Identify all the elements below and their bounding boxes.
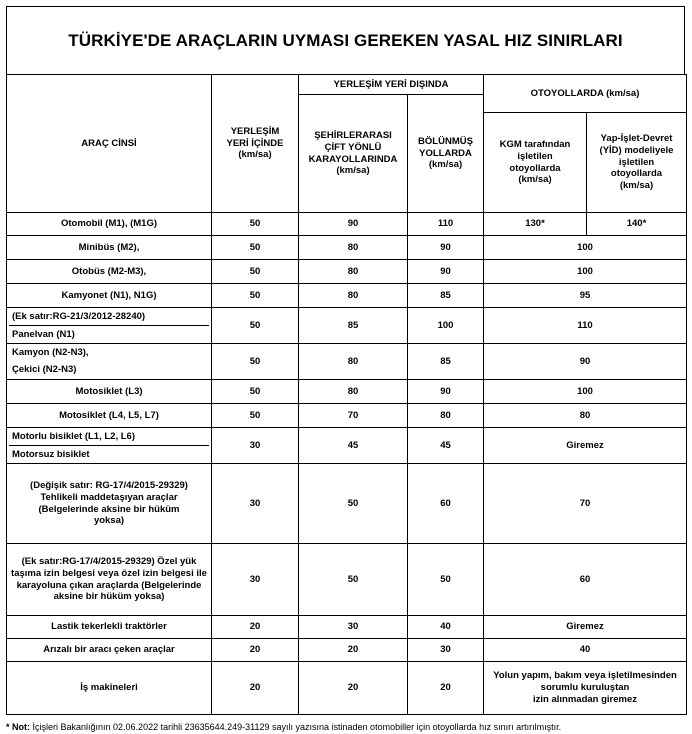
in-city-cell: 50: [212, 213, 299, 236]
in-city-cell: 20: [212, 639, 299, 662]
motorway-cell: 90: [484, 344, 687, 380]
header-divided-roads: BÖLÜNMÜŞ YOLLARDA (km/sa): [408, 95, 484, 213]
intercity-cell: 70: [299, 404, 408, 428]
table-row: [7, 464, 687, 544]
table-row: [7, 639, 687, 662]
footnote-text: İçişleri Bakanlığının 02.06.2022 tarihli 23635644.249-31129 sayılı yazısına istinaden otomobiller için otoyollarda hız sınırı artırılmıştır.: [30, 722, 562, 732]
in-city-cell: 30: [212, 428, 299, 464]
divided-cell: 90: [408, 236, 484, 260]
page-title: TÜRKİYE'DE ARAÇLARIN UYMASI GEREKEN YASAL HIZ SINIRLARI: [6, 6, 685, 74]
intercity-cell: 90: [299, 213, 408, 236]
motorway-cell: 110: [484, 308, 687, 344]
divided-cell: 80: [408, 404, 484, 428]
motorway-cell: 70: [484, 464, 687, 544]
intercity-cell: 50: [299, 544, 408, 616]
header-row: [7, 75, 687, 95]
in-city-cell: 50: [212, 380, 299, 404]
vehicle-cell: Motosiklet (L3): [7, 380, 212, 404]
divided-cell: 110: [408, 213, 484, 236]
footnote: [6, 722, 561, 732]
kgm-cell: 130*: [484, 213, 587, 236]
vehicle-cell: Minibüs (M2),: [7, 236, 212, 260]
divided-cell: 20: [408, 662, 484, 715]
vehicle-cell: Otomobil (M1), (M1G): [7, 213, 212, 236]
divided-cell: 90: [408, 260, 484, 284]
table-row: [7, 260, 687, 284]
in-city-cell: 50: [212, 308, 299, 344]
yid-cell: 140*: [587, 213, 687, 236]
in-city-cell: 50: [212, 284, 299, 308]
intercity-cell: 80: [299, 260, 408, 284]
footnote-label: * Not:: [6, 722, 30, 732]
divided-cell: 60: [408, 464, 484, 544]
vehicle-cell: Kamyon (N2-N3), Çekici (N2-N3): [7, 344, 212, 380]
vehicle-cell: (Ek satır:RG-17/4/2015-29329) Özel yük taşıma izin belgesi veya özel izin belgesi ile karayoluna çıkan araçlarda (Belgelerinde aksine bir hüküm yoksa): [7, 544, 212, 616]
intercity-cell: 80: [299, 284, 408, 308]
motorway-cell: 100: [484, 260, 687, 284]
divided-cell: 40: [408, 616, 484, 639]
motorway-cell: Giremez: [484, 428, 687, 464]
vehicle-cell: (Ek satır:RG-21/3/2012-28240) Panelvan (N1): [7, 308, 212, 344]
intercity-cell: 20: [299, 662, 408, 715]
motorway-cell: 95: [484, 284, 687, 308]
header-vehicle: ARAÇ CİNSİ: [7, 75, 212, 213]
intercity-cell: 85: [299, 308, 408, 344]
intercity-cell: 80: [299, 344, 408, 380]
in-city-cell: 50: [212, 404, 299, 428]
intercity-cell: 30: [299, 616, 408, 639]
intercity-cell: 80: [299, 380, 408, 404]
in-city-cell: 30: [212, 544, 299, 616]
header-in-city: YERLEŞİM YERİ İÇİNDE (km/sa): [212, 75, 299, 213]
vehicle-cell: (Değişik satır: RG-17/4/2015-29329) Tehlikeli maddetaşıyan araçlar (Belgelerinde aksine bir hüküm yoksa): [7, 464, 212, 544]
vehicle-cell: İş makineleri: [7, 662, 212, 715]
table-row: [7, 308, 687, 344]
header-kgm-motorways: KGM tarafından işletilen otoyollarda (km/sa): [484, 113, 587, 213]
vehicle-cell: Otobüs (M2-M3),: [7, 260, 212, 284]
intercity-cell: 50: [299, 464, 408, 544]
divided-cell: 30: [408, 639, 484, 662]
in-city-cell: 20: [212, 616, 299, 639]
header-motorways: OTOYOLLARDA (km/sa): [484, 75, 687, 113]
vehicle-cell: Motorlu bisiklet (L1, L2, L6) Motorsuz bisiklet: [7, 428, 212, 464]
header-intercity: ŞEHİRLERARASI ÇİFT YÖNLÜ KARAYOLLARINDA (km/sa): [299, 95, 408, 213]
table-row: [7, 344, 687, 380]
in-city-cell: 20: [212, 662, 299, 715]
vehicle-cell: Arızalı bir aracı çeken araçlar: [7, 639, 212, 662]
speed-limit-table: [6, 74, 687, 715]
intercity-cell: 80: [299, 236, 408, 260]
motorway-cell: 80: [484, 404, 687, 428]
vehicle-cell: Lastik tekerlekli traktörler: [7, 616, 212, 639]
table-row: [7, 428, 687, 464]
divided-cell: 100: [408, 308, 484, 344]
intercity-cell: 45: [299, 428, 408, 464]
motorway-cell: 40: [484, 639, 687, 662]
motorway-cell: Giremez: [484, 616, 687, 639]
in-city-cell: 50: [212, 236, 299, 260]
in-city-cell: 50: [212, 260, 299, 284]
divided-cell: 45: [408, 428, 484, 464]
motorway-cell: 100: [484, 236, 687, 260]
table-row: [7, 616, 687, 639]
table-row: [7, 404, 687, 428]
divided-cell: 85: [408, 284, 484, 308]
motorway-cell: 60: [484, 544, 687, 616]
in-city-cell: 50: [212, 344, 299, 380]
table-row: [7, 662, 687, 715]
table-row: [7, 213, 687, 236]
table-row: [7, 380, 687, 404]
table-row: [7, 284, 687, 308]
header-outside-settlement: YERLEŞİM YERİ DIŞINDA: [299, 75, 484, 95]
vehicle-cell: Kamyonet (N1), N1G): [7, 284, 212, 308]
divided-cell: 50: [408, 544, 484, 616]
divided-cell: 85: [408, 344, 484, 380]
table-row: [7, 236, 687, 260]
motorway-cell: Yolun yapım, bakım veya işletilmesinden sorumlu kuruluştan izin alınmadan giremez: [484, 662, 687, 715]
header-yid-motorways: Yap-İşlet-Devret (YİD) modeliyele işletilen otoyollarda (km/sa): [587, 113, 687, 213]
vehicle-cell: Motosiklet (L4, L5, L7): [7, 404, 212, 428]
table-row: [7, 544, 687, 616]
divided-cell: 90: [408, 380, 484, 404]
intercity-cell: 20: [299, 639, 408, 662]
in-city-cell: 30: [212, 464, 299, 544]
motorway-cell: 100: [484, 380, 687, 404]
